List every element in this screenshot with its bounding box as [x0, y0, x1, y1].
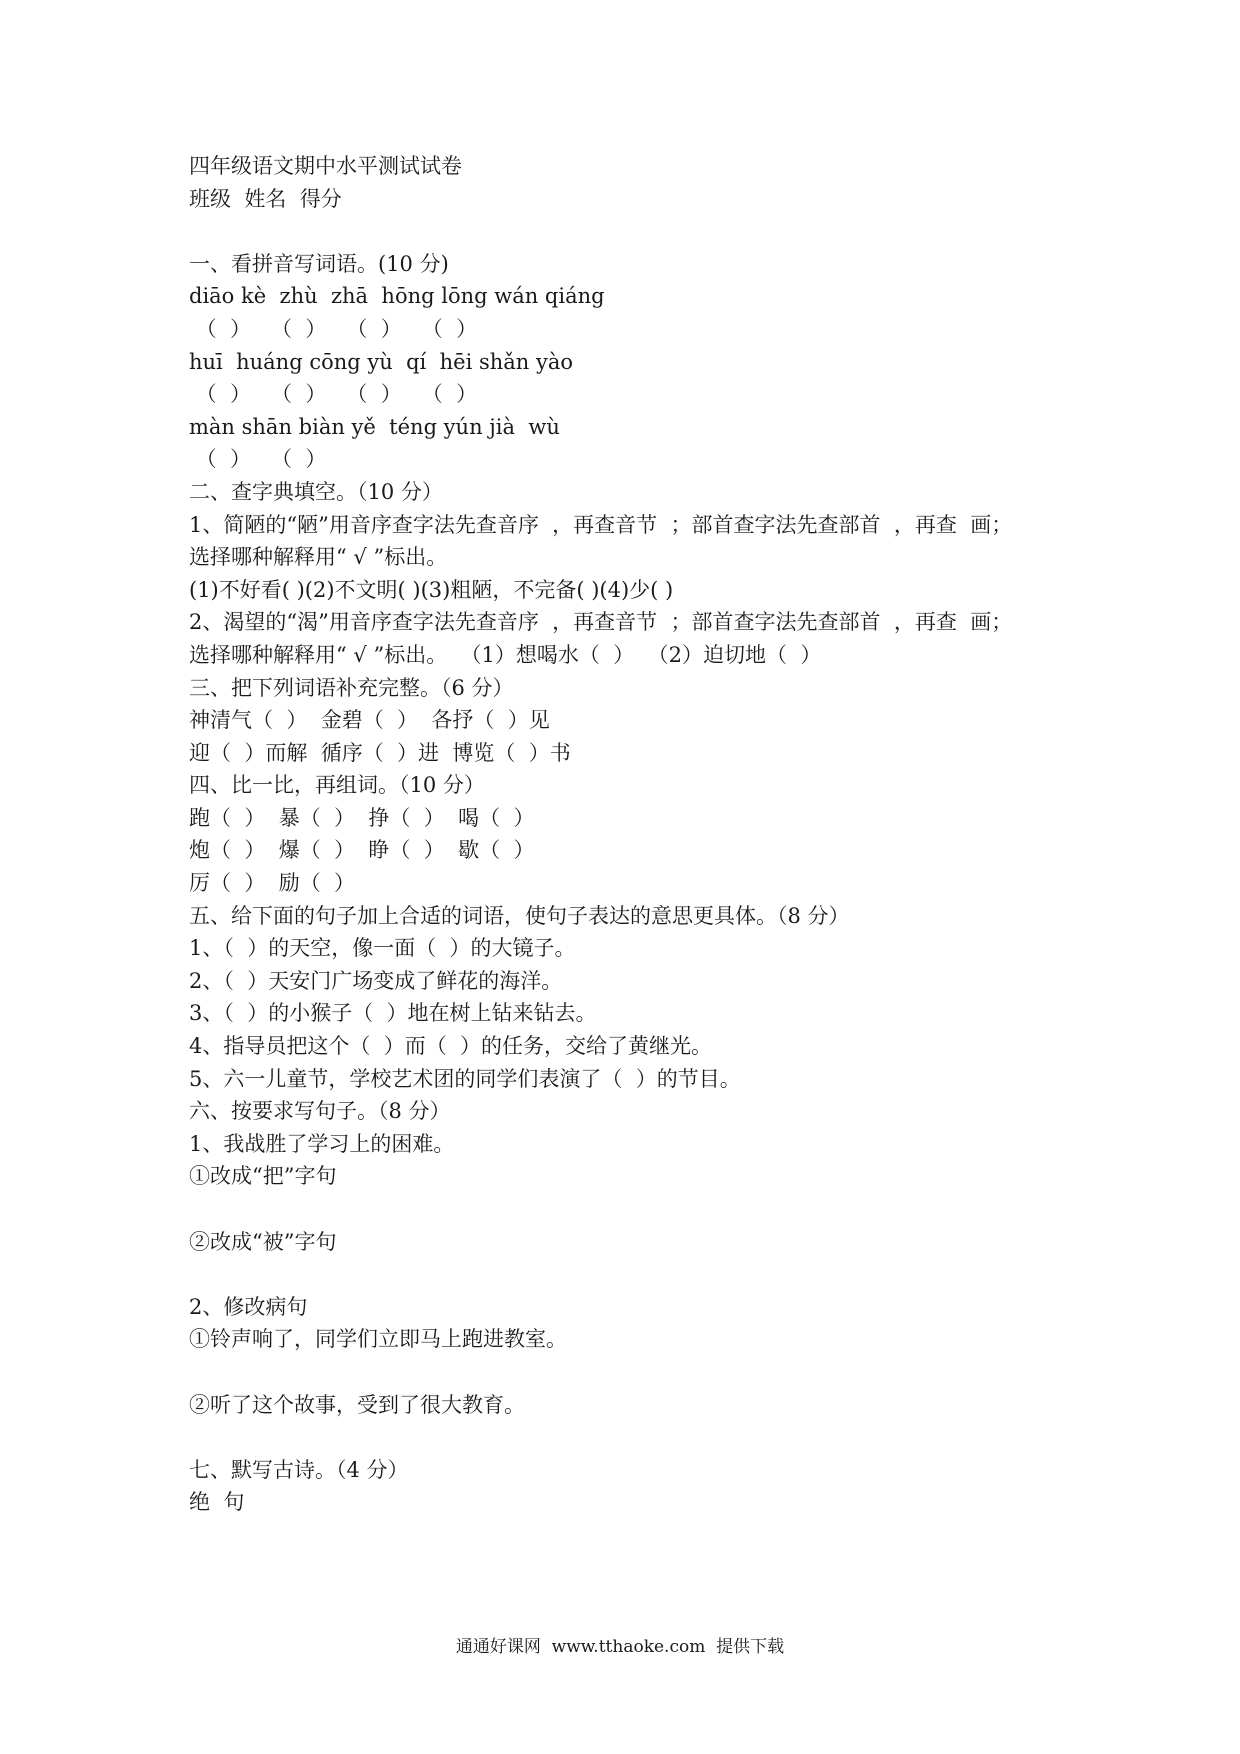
poem-title: 绝 句	[189, 1490, 245, 1515]
spacer	[189, 215, 1089, 248]
answer-space	[189, 1421, 1089, 1454]
compare-row-2: 炮（ ） 爆（ ） 睁（ ） 歇（ ）	[189, 838, 535, 863]
sentence-5-3: 3、（ ）的小猴子（ ）地在树上钻来钻去。	[189, 1001, 597, 1026]
answer-blanks-row-1: （ ） （ ） （ ） （ ）	[189, 316, 478, 341]
exam-title: 四年级语文期中水平测试试卷	[189, 154, 462, 178]
section-4-heading: 四、比一比，再组词。（10 分）	[189, 773, 485, 798]
pinyin-row-3: màn shān biàn yě téng yún jià wù	[189, 414, 560, 439]
answer-blanks-row-2: （ ） （ ） （ ） （ ）	[189, 382, 478, 407]
question-2-1-line-2: 选择哪种解释用“ √ ”标出。	[189, 545, 448, 570]
exam-content	[189, 150, 1089, 1519]
sentence-5-5: 5、六一儿童节，学校艺术团的同学们表演了（ ）的节目。	[189, 1066, 741, 1091]
instruction-6-2-a: ①铃声响了，同学们立即马上跑进教室。	[189, 1327, 567, 1352]
sentence-6-2: 2、修改病句	[189, 1294, 308, 1319]
question-2-2-line-1: 2、渴望的“渴”用音序查字法先查音序 ，再查音节 ；部首查字法先查部首 ，再查 画；	[189, 610, 1013, 635]
answer-space	[189, 1258, 1089, 1291]
compare-row-1: 跑（ ） 暴（ ） 挣（ ） 喝（ ）	[189, 805, 535, 830]
section-6-heading: 六、按要求写句子。（8 分）	[189, 1099, 451, 1124]
section-7-heading: 七、默写古诗。（4 分）	[189, 1457, 409, 1482]
footer-source: 通通好课网 www.tthaoke.com 提供下载	[455, 1637, 785, 1657]
pinyin-row-1: diāo kè zhù zhā hōng lōng wán qiáng	[189, 284, 605, 309]
sentence-5-2: 2、（ ）天安门广场变成了鲜花的海洋。	[189, 968, 563, 993]
idiom-row-2: 迎（ ）而解 循序（ ）进 博览（ ）书	[189, 740, 571, 765]
compare-row-3: 厉（ ） 励（ ）	[189, 871, 356, 896]
instruction-6-2-b: ②听了这个故事，受到了很大教育。	[189, 1392, 525, 1417]
idiom-row-1: 神清气（ ） 金碧（ ） 各抒（ ）见	[189, 708, 550, 733]
section-2-heading: 二、查字典填空。（10 分）	[189, 479, 443, 504]
pinyin-row-2: huī huáng cōng yù qí hēi shǎn yào	[189, 349, 574, 374]
sentence-5-4: 4、指导员把这个（ ）而（ ）的任务，交给了黄继光。	[189, 1034, 713, 1059]
answer-space	[189, 1356, 1089, 1389]
question-2-1-line-1: 1、简陋的“陋”用音序查字法先查音序 ，再查音节 ；部首查字法先查部首 ，再查 画；	[189, 512, 1013, 537]
section-3-heading: 三、把下列词语补充完整。（6 分）	[189, 675, 514, 700]
sentence-6-1: 1、我战胜了学习上的困难。	[189, 1131, 455, 1156]
question-2-1-options: (1)不好看( )(2)不文明( )(3)粗陋，不完备( )(4)少( )	[189, 577, 674, 602]
question-2-2-line-2: 选择哪种解释用“ √ ”标出。 （1）想喝水（ ） （2）迫切地（ ）	[189, 642, 822, 667]
instruction-6-1-a: ①改成“把”字句	[189, 1164, 337, 1189]
answer-space	[189, 1193, 1089, 1226]
sentence-5-1: 1、（ ）的天空，像一面（ ）的大镜子。	[189, 936, 576, 961]
instruction-6-1-b: ②改成“被”字句	[189, 1229, 337, 1254]
header-fields: 班级 姓名 得分	[189, 186, 342, 211]
answer-blanks-row-3: （ ） （ ）	[189, 447, 327, 472]
section-1-heading: 一、看拼音写词语。(10 分)	[189, 251, 449, 276]
section-5-heading: 五、给下面的句子加上合适的词语，使句子表达的意思更具体。（8 分）	[189, 903, 850, 928]
